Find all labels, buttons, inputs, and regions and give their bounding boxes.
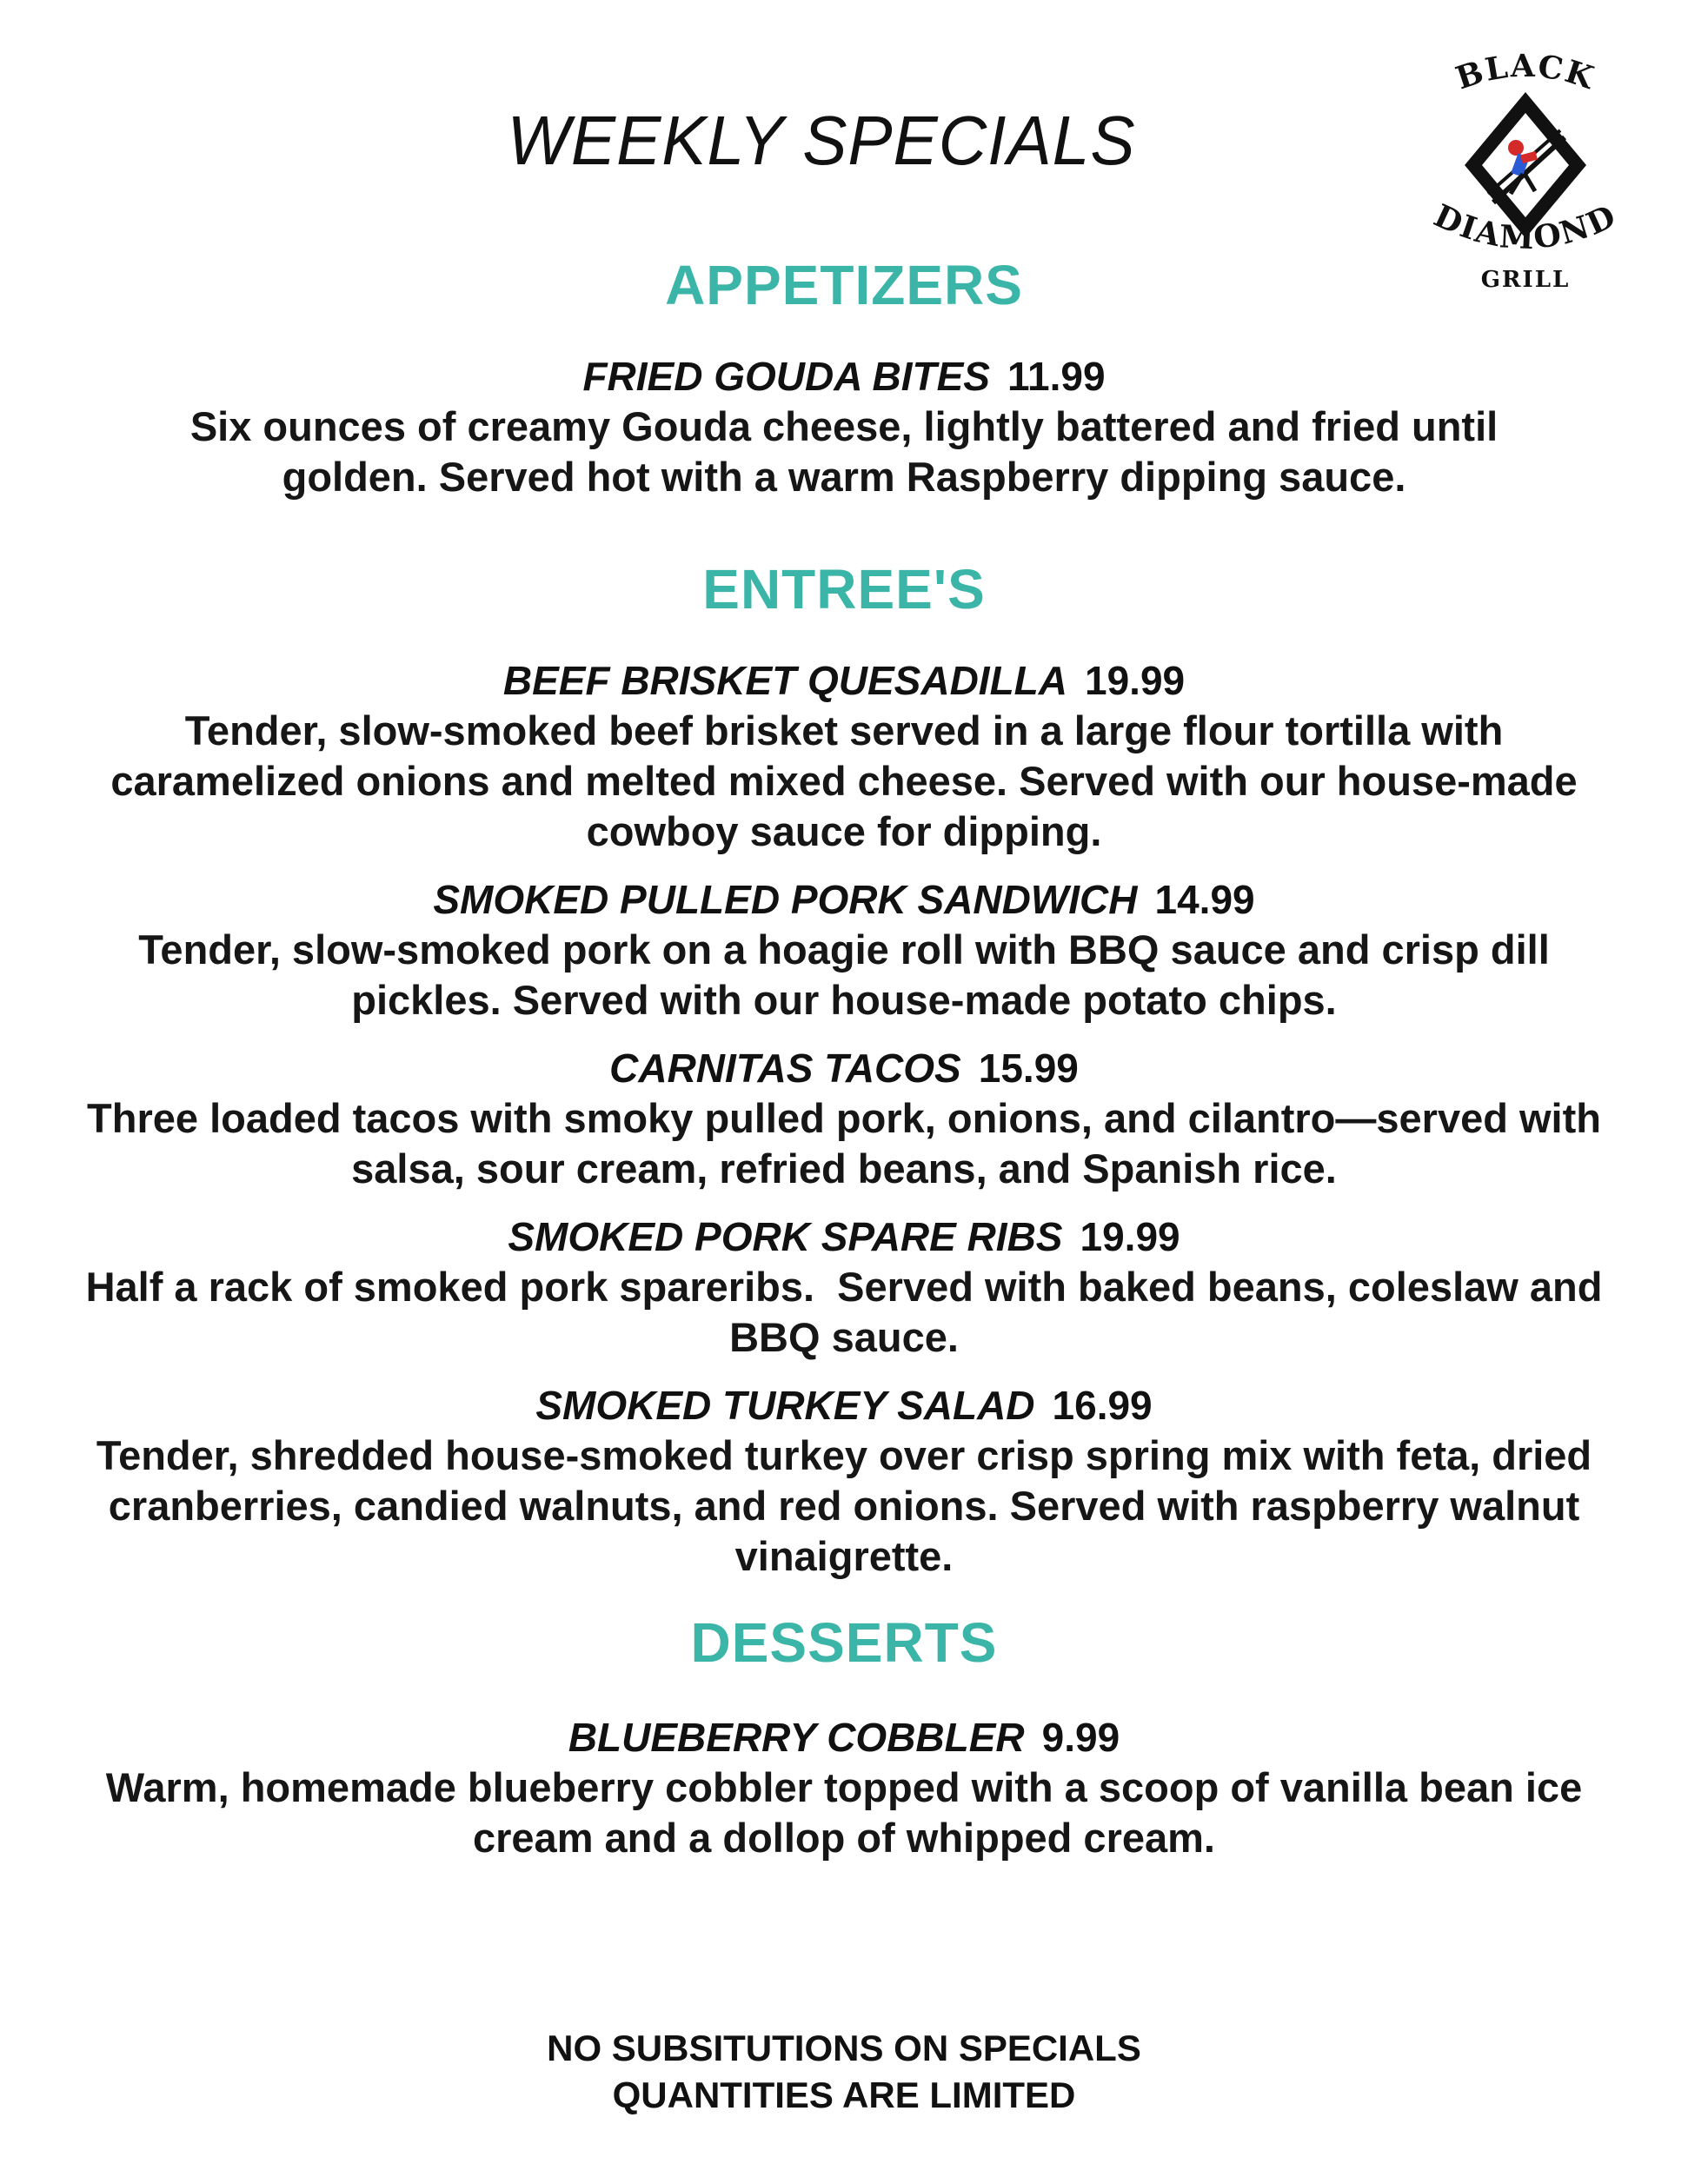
logo-bottom-text: DIAMOND (1428, 197, 1623, 257)
section-heading-desserts: DESSERTS (690, 1611, 998, 1674)
footer-line-quantities: QUANTITIES ARE LIMITED (612, 2074, 1076, 2115)
item-description: Tender, slow-smoked pork on a hoagie roll with BBQ sauce and crisp dill pickles. Served with our house-made potato chips. (138, 926, 1550, 1023)
item-name: BLUEBERRY COBBLER (568, 1715, 1025, 1760)
item-name: SMOKED PULLED PORK SANDWICH (433, 877, 1138, 922)
item-price: 14.99 (1154, 877, 1255, 922)
item-price: 9.99 (1041, 1715, 1120, 1760)
logo-top-text: BLACK (1451, 50, 1600, 97)
menu-item-smoked-turkey-salad (35, 1380, 1653, 1582)
item-description: Tender, slow-smoked beef brisket served in a large flour tortilla with caramelized onions and melted mixed cheese. Served with our house-made cowboy sauce for dipping. (110, 707, 1578, 854)
item-description: Six ounces of creamy Gouda cheese, lightly battered and fried until golden. Served hot with a warm Raspberry dipping sauce. (189, 403, 1499, 500)
item-price: 19.99 (1085, 658, 1186, 703)
item-description: Half a rack of smoked pork spareribs. Served with baked beans, coleslaw and BBQ sauce. (85, 1264, 1614, 1360)
menu-item-blueberry-cobbler (35, 1712, 1653, 1863)
footer-notice (0, 2025, 1688, 2119)
item-price: 11.99 (1007, 354, 1106, 399)
section-heading-entrees: ENTREE'S (702, 558, 986, 621)
section-heading-appetizers: APPETIZERS (665, 254, 1023, 316)
item-description: Warm, homemade blueberry cobbler topped with a scoop of vanilla bean ice cream and a dollop of whipped cream. (105, 1764, 1583, 1861)
item-description: Three loaded tacos with smoky pulled pork, onions, and cilantro—served with salsa, sour cream, refried beans, and Spanish rice. (87, 1095, 1601, 1192)
item-price: 15.99 (978, 1046, 1079, 1091)
menu-item-smoked-pulled-pork-sandwich (35, 874, 1653, 1026)
menu-item-carnitas-tacos (35, 1043, 1653, 1194)
item-name: SMOKED TURKEY SALAD (535, 1383, 1035, 1428)
item-name: BEEF BRISKET QUESADILLA (502, 658, 1068, 703)
logo-sub-text: GRILL (1480, 267, 1571, 293)
item-price: 16.99 (1052, 1383, 1153, 1428)
page-title: WEEKLY SPECIALS (507, 102, 1136, 179)
footer-line-substitutions: NO SUBSITUTIONS ON SPECIALS (547, 2028, 1141, 2068)
item-description: Tender, shredded house-smoked turkey over crisp spring mix with feta, dried cranberries, candied walnuts, and red onions. Served with raspberry walnut vinaigrette. (96, 1432, 1592, 1579)
menu-item-beef-brisket-quesadilla (35, 655, 1653, 857)
menu-item-smoked-pork-spare-ribs (35, 1211, 1653, 1363)
item-name: FRIED GOUDA BITES (582, 354, 990, 399)
item-name: CARNITAS TACOS (609, 1046, 961, 1091)
item-name: SMOKED PORK SPARE RIBS (508, 1214, 1063, 1259)
menu-item-fried-gouda-bites (35, 351, 1653, 502)
item-price: 19.99 (1080, 1214, 1180, 1259)
